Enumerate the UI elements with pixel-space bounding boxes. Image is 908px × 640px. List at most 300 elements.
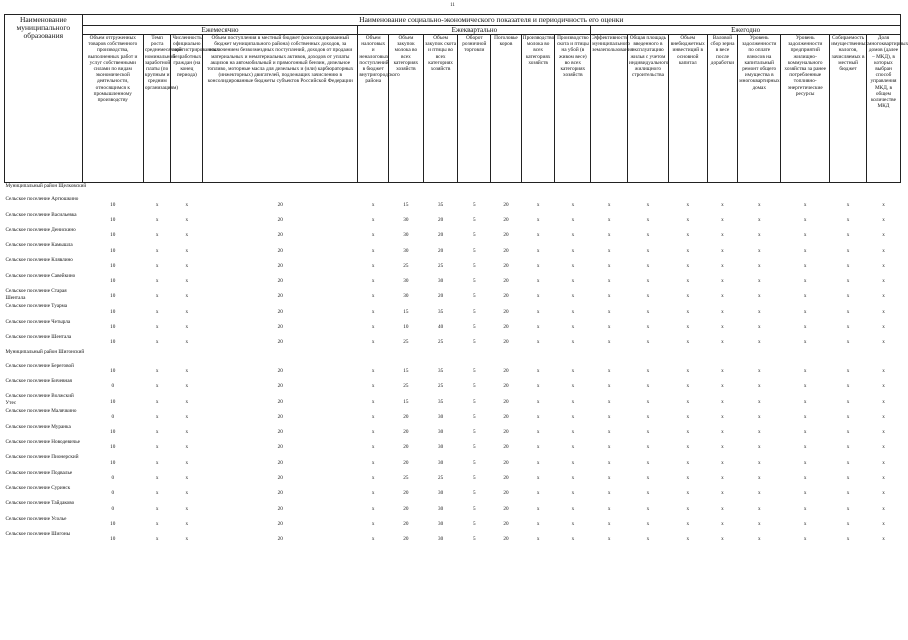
indicator-value: x [757,324,761,331]
indicator-value: x [803,262,807,269]
indicator-value: 30 [403,293,409,300]
indicator-value: x [571,490,575,497]
indicator-value: x [607,413,611,420]
indicator-value: 20 [503,262,509,269]
indicator-value: x [607,536,611,543]
indicator-value: x [882,398,885,405]
indicator-value: x [155,505,159,512]
indicator-value: x [803,474,807,481]
indicator-value: x [686,444,690,451]
indicator-value: x [757,339,761,346]
table-row [5,334,901,349]
indicator-value: x [646,216,650,223]
indicator-value: x [607,367,611,374]
indicator-value: x [721,444,724,451]
indicator-value: 20 [503,444,509,451]
indicator-value: 5 [473,278,476,285]
indicator-value: x [536,262,540,269]
indicator-value: x [882,383,885,390]
indicator-value: x [536,505,540,512]
indicator-value: x [882,429,885,436]
indicator-value: 10 [110,520,116,527]
indicator-value: x [571,536,575,543]
indicator-value: x [803,216,807,223]
indicator-value: 25 [438,262,444,269]
indicator-value: 5 [473,429,476,436]
indicator-value: x [646,367,650,374]
indicator-value: x [757,413,761,420]
indicator-value: 10 [110,429,116,436]
indicator-value: x [155,293,159,300]
settlement-name: Сельское поселение Васильевка [5,211,77,218]
indicator-value: 20 [403,505,409,512]
indicator-value: x [185,536,189,543]
indicator-value: x [721,429,724,436]
indicator-value: x [646,520,650,527]
indicator-value: 30 [403,216,409,223]
indicator-value: x [846,201,850,208]
indicator-value: 20 [438,232,444,239]
indicator-value: 20 [503,339,509,346]
indicator-value: 5 [473,444,476,451]
indicator-value: x [757,278,761,285]
column-header: Общая площадь введенного в эксплуатацию жилья с учетом индивидуального жилищного строительства [628,35,669,183]
indicator-value: x [803,429,807,436]
indicator-value: 5 [473,262,476,269]
indicator-value: x [846,444,850,451]
indicator-value: 10 [110,398,116,405]
indicator-value: x [155,262,159,269]
table-row [5,408,901,423]
indicator-value: 20 [277,429,283,436]
indicator-value: x [646,444,650,451]
indicator-value: x [571,293,575,300]
indicator-value: 5 [473,201,476,208]
settlement-name: Сельское поселение Четырла [5,318,71,325]
indicator-value: x [846,278,850,285]
indicator-value: x [185,505,189,512]
indicator-value: x [803,367,807,374]
indicator-value: x [185,339,189,346]
indicator-value: 30 [403,278,409,285]
indicator-value: 20 [277,474,283,481]
indicator-value: x [571,367,575,374]
column-header: Объем внебюджетных инвестиций в основной капитал [668,35,707,183]
indicator-value: x [757,520,761,527]
indicator-value: x [757,490,761,497]
indicator-value: x [646,201,650,208]
indicator-value: x [757,536,761,543]
indicator-value: x [536,201,540,208]
indicator-value: x [607,262,611,269]
indicator-value: x [721,293,724,300]
indicators-table [4,14,908,546]
indicator-value: 20 [503,308,509,315]
indicator-value: x [371,247,375,254]
indicator-value: x [757,247,761,254]
indicator-value: x [721,278,724,285]
indicator-value: 5 [473,216,476,223]
table-row [5,212,901,227]
indicator-value: x [155,278,159,285]
indicator-value: x [185,398,189,405]
indicator-value: 20 [277,398,283,405]
indicator-value: x [185,367,189,374]
indicator-value: x [607,232,611,239]
indicator-value: x [803,232,807,239]
settlement-name: Сельское поселение Артюшкино [5,196,79,203]
column-header: Валовой сбор зерна в весе после доработки [707,35,738,183]
indicator-value: x [571,308,575,315]
indicator-value: x [371,413,375,420]
indicator-value: x [371,278,375,285]
indicator-value: x [882,474,885,481]
indicator-value: x [536,413,540,420]
settlement-name: Сельское поселение Шигоны [5,530,71,537]
indicator-value: 20 [277,459,283,466]
indicator-value: x [371,444,375,451]
indicator-value: x [607,398,611,405]
indicator-value: x [882,444,885,451]
indicator-value: x [155,339,159,346]
indicator-value: 5 [473,398,476,405]
indicator-value: x [882,505,885,512]
indicator-value: x [571,413,575,420]
indicator-value: x [721,459,724,466]
indicator-value: x [571,201,575,208]
indicator-value: x [803,293,807,300]
indicator-value: x [646,232,650,239]
indicator-value: 20 [503,413,509,420]
indicator-value: x [571,247,575,254]
indicator-value: x [803,520,807,527]
indicator-value: x [571,324,575,331]
indicator-value: x [536,308,540,315]
indicator-value: x [846,216,850,223]
indicator-value: 20 [277,339,283,346]
indicator-value: x [155,383,159,390]
indicator-value: x [846,398,850,405]
indicator-value: 25 [403,383,409,390]
indicator-value: x [536,324,540,331]
indicator-value: 20 [277,201,283,208]
indicator-value: 10 [110,262,116,269]
indicator-value: x [721,216,724,223]
settlement-name: Сельское поселение Подвалье [5,469,73,476]
indicator-value: x [185,520,189,527]
indicator-value: 30 [438,278,444,285]
indicator-value: x [155,413,159,420]
indicator-value: 20 [277,505,283,512]
indicator-value: x [882,324,885,331]
indicator-value: x [185,308,189,315]
indicator-value: x [803,398,807,405]
settlement-name: Сельское поселение Туарма [5,303,68,310]
indicator-value: x [882,536,885,543]
indicator-value: 35 [438,308,444,315]
indicator-value: x [185,444,189,451]
indicator-value: x [721,398,724,405]
settlement-name: Сельское поселение Камышла [5,242,73,249]
indicator-value: 15 [403,308,409,315]
indicator-value: 20 [438,247,444,254]
indicator-value: x [646,278,650,285]
indicator-value: x [757,398,761,405]
indicator-value: 5 [473,505,476,512]
indicator-value: 30 [438,505,444,512]
indicator-value: x [571,339,575,346]
indicator-value: x [757,383,761,390]
indicator-value: x [803,324,807,331]
table-row [5,531,901,546]
indicator-value: x [155,520,159,527]
indicator-value: x [757,216,761,223]
indicator-value: x [607,383,611,390]
column-header: Оборот розничной торговли [458,35,491,183]
indicator-value: x [371,398,375,405]
indicator-value: x [803,247,807,254]
indicator-value: 25 [403,339,409,346]
indicator-value: x [155,444,159,451]
indicator-value: x [846,262,850,269]
column-header: Численность официально зарегистрированных безработных граждан (на конец периода) [171,35,203,183]
indicator-value: 20 [503,490,509,497]
indicator-value: x [846,429,850,436]
column-header: Поголовье коров [491,35,522,183]
indicator-value: 30 [438,490,444,497]
indicator-value: x [882,201,885,208]
indicator-value: x [646,293,650,300]
indicator-value: x [846,383,850,390]
indicator-value: 10 [403,324,409,331]
indicator-value: x [721,247,724,254]
indicator-value: x [646,505,650,512]
indicator-value: 0 [111,413,115,420]
indicator-value: 10 [110,247,116,254]
indicator-value: 30 [438,429,444,436]
indicator-value: x [155,536,159,543]
indicator-value: x [686,536,690,543]
indicator-value: x [536,429,540,436]
indicator-value: x [536,216,540,223]
group-quarterly: Ежеквартально [358,26,591,35]
indicator-value: x [846,413,850,420]
settlement-name: Сельское поселение Денискино [5,226,76,233]
settlement-name: Сельское поселение Суринск [5,484,71,491]
indicator-value: 5 [473,308,476,315]
indicator-value: x [155,201,159,208]
indicator-value: 20 [403,413,409,420]
indicator-value: x [757,293,761,300]
indicator-value: x [536,383,540,390]
indicator-value: 20 [277,216,283,223]
indicator-value: x [536,339,540,346]
indicator-value: 5 [473,474,476,481]
indicator-value: x [757,505,761,512]
indicator-value: 20 [277,293,283,300]
indicator-value: x [686,247,690,254]
indicator-value: x [371,308,375,315]
indicator-value: 5 [473,324,476,331]
indicator-value: x [846,293,850,300]
indicator-value: x [646,308,650,315]
indicator-value: x [155,308,159,315]
indicator-value: x [686,339,690,346]
indicator-value: 0 [111,383,115,390]
indicator-value: x [155,216,159,223]
indicator-value: x [803,444,807,451]
indicator-value: x [721,413,724,420]
municipality-column-header: Наименование муниципального образования [5,15,83,183]
indicator-value: x [607,308,611,315]
settlement-name: Сельское поселение Пионерский [5,454,79,461]
district-heading-row [5,183,901,197]
indicator-value: 20 [277,520,283,527]
indicator-value: 35 [438,201,444,208]
column-header: Объем закупок молока во всех категориях хозяйств [389,35,424,183]
indicator-value: x [185,413,189,420]
indicator-value: x [721,474,724,481]
column-header: Уровень задолженности предприятий жилищно-коммунального хозяйства за ранее потребленные топливно-энергетические ресурсы [781,35,830,183]
indicator-value: 10 [110,278,116,285]
indicator-value: x [536,520,540,527]
indicator-value: 15 [403,398,409,405]
indicator-value: 30 [438,459,444,466]
indicator-value: 10 [110,536,116,543]
column-header: Производство скота и птицы на убой (в живом весе) во всех категориях хозяйств [555,35,591,183]
indicator-value: x [571,429,575,436]
indicator-value: 10 [110,459,116,466]
indicator-value: x [846,339,850,346]
table-row [5,288,901,303]
table-row [5,319,901,334]
indicator-value: x [846,520,850,527]
indicator-value: x [686,216,690,223]
column-header: Объем налоговых и неналоговых поступлений в бюджет внутригородского района [358,35,389,183]
settlement-name: Сельское поселение Тайдаково [5,500,75,507]
indicator-value: x [571,216,575,223]
indicator-value: x [155,474,159,481]
indicator-value: 20 [503,324,509,331]
indicator-value: 0 [111,474,115,481]
indicator-value: 20 [503,383,509,390]
indicator-value: x [155,247,159,254]
indicator-value: 20 [277,413,283,420]
page-number: 11 [450,3,455,8]
indicator-value: x [846,367,850,374]
indicator-value: x [185,474,189,481]
indicator-value: 10 [110,324,116,331]
indicator-value: x [371,293,375,300]
table-row [5,439,901,454]
indicator-value: x [882,459,885,466]
settlement-name: Сельское поселение Савейкино [5,272,76,279]
indicator-value: x [686,293,690,300]
indicator-value: 25 [438,383,444,390]
indicator-value: x [371,474,375,481]
indicator-value: 30 [403,232,409,239]
column-header: Собираемость имущественных налогов, зачисляемых в местный бюджет [830,35,867,183]
indicator-value: x [803,490,807,497]
indicator-value: 15 [403,201,409,208]
indicator-value: x [686,232,690,239]
indicator-value: x [646,474,650,481]
indicator-value: 0 [111,505,115,512]
indicator-value: x [882,247,885,254]
table-main-title: Наименование социально-экономического показателя и периодичность его оценки [82,15,900,26]
indicator-value: x [757,459,761,466]
indicator-value: x [882,232,885,239]
indicator-value: x [721,536,724,543]
column-header: Эффективность муниципального землепользования [591,35,628,183]
indicator-value: 20 [277,278,283,285]
indicator-value: x [803,201,807,208]
indicator-value: 15 [403,367,409,374]
indicator-value: x [646,262,650,269]
table-row [5,485,901,500]
column-header: Доля многоквартирных домов (далее – МКД), в которых выбран способ управления МКД, в общем количестве МКД [866,35,900,183]
table-row [5,227,901,242]
indicator-value: 20 [277,247,283,254]
indicator-value: x [646,459,650,466]
indicator-value: 20 [503,216,509,223]
indicator-value: 10 [110,201,116,208]
indicator-value: x [803,278,807,285]
indicator-value: x [803,413,807,420]
indicator-value: 20 [403,444,409,451]
indicator-value: 25 [403,474,409,481]
indicator-value: x [882,413,885,420]
table-row [5,363,901,378]
indicator-value: 5 [473,383,476,390]
indicator-value: x [721,490,724,497]
settlement-name: Сельское поселение Клявлино [5,257,73,264]
indicator-value: x [721,520,724,527]
indicator-value: x [882,308,885,315]
indicator-value: x [757,367,761,374]
indicator-value: 10 [110,444,116,451]
table-row [5,303,901,318]
table-row [5,470,901,485]
indicator-value: x [536,247,540,254]
column-header: Объем отгруженных товаров собственного производства, выполненных работ и услуг собственными силами по видам экономической деятельности, относящимся к промышленному производству [82,35,143,183]
column-header: Объем закупок скота и птицы во всех категориях хозяйств [423,35,458,183]
indicator-value: 25 [438,474,444,481]
indicator-value: x [185,278,189,285]
indicator-value: x [185,490,189,497]
indicator-value: 20 [277,367,283,374]
table-row [5,454,901,469]
indicator-value: 20 [277,536,283,543]
indicator-value: x [846,474,850,481]
indicator-value: x [846,505,850,512]
indicator-value: 20 [503,278,509,285]
indicator-value: x [607,278,611,285]
table-row [5,393,901,408]
indicator-value: 20 [503,520,509,527]
group-yearly: Ежегодно [591,26,901,35]
indicator-value: x [686,201,690,208]
indicator-value: 25 [438,339,444,346]
indicator-value: x [536,444,540,451]
indicator-value: x [803,383,807,390]
group-monthly: Ежемесячно [82,26,358,35]
indicator-value: x [721,383,724,390]
indicator-value: x [882,278,885,285]
indicator-value: x [607,490,611,497]
indicator-value: 30 [403,247,409,254]
indicator-value: x [571,383,575,390]
